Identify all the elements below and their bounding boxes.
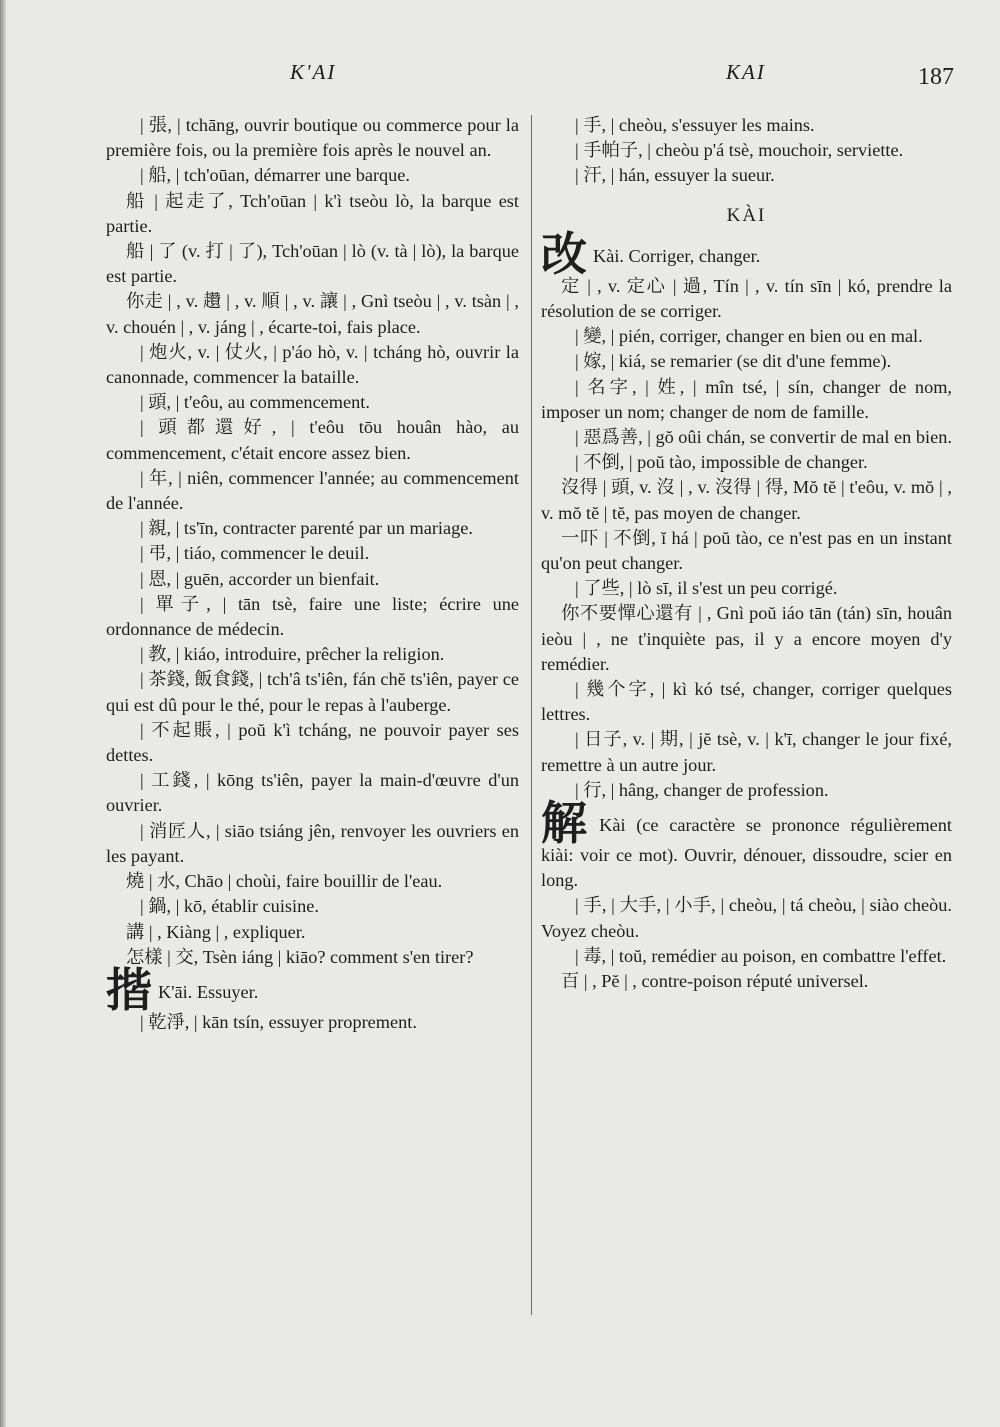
dictionary-entry: | 弔, | tiáo, commencer le deuil. bbox=[140, 543, 370, 564]
dictionary-entry: | 張, | tchāng, ouvrir boutique ou commerce pour la première fois, ou la première fois après le nouvel an. bbox=[106, 115, 519, 161]
dictionary-entry: | 手, | 大手, | 小手, | cheòu, | tá cheòu, | siào cheòu. Voyez cheòu. bbox=[541, 895, 952, 941]
dictionary-entry: 定 | , v. 定心 | 過, Tín | , v. tín sīn | kó, prendre la résolution de se corriger. bbox=[541, 275, 952, 322]
dictionary-entry: | 頭, | t'eôu, au commencement. bbox=[140, 392, 370, 413]
headword-entry bbox=[106, 962, 519, 1017]
dictionary-entry: | 消匠人, | siāo tsiáng jên, renvoyer les ouvriers en les payant. bbox=[106, 820, 519, 866]
dictionary-entry: | 幾个字, | kì kó tsé, changer, corriger quelques lettres. bbox=[541, 679, 952, 725]
dictionary-entry: | 頭都還好, | t'eôu tōu houân hào, au commencement, c'était encore assez bien. bbox=[106, 417, 519, 463]
dictionary-entry: 船 | 了 (v. 打 | 了), Tch'oūan | lò (v. tà | lò), la barque est partie. bbox=[106, 241, 519, 287]
dictionary-entry: | 日子, v. | 期, | jĕ tsè, v. | k'ī, changer le jour fixé, remettre à un autre jour. bbox=[541, 729, 952, 775]
dictionary-entry: 一吓 | 不倒, ĭ há | poŭ tào, ce n'est pas en un instant qu'on peut changer. bbox=[541, 527, 952, 574]
headword-character: 揩 bbox=[106, 962, 152, 1017]
left-entries bbox=[106, 113, 519, 970]
dictionary-entry: | 茶錢, 飯食錢, | tch'â ts'iên, fán chĕ ts'iên, payer ce qui est dû pour le thé, pour le repas à l'auberge. bbox=[106, 669, 519, 715]
dictionary-entry: 百 | , Pĕ | , contre-poison réputé universel. bbox=[561, 971, 869, 992]
running-header-left: K'AI bbox=[290, 60, 337, 84]
dictionary-entry: | 惡爲善, | gŏ oûi chán, se convertir de mal en bien. bbox=[575, 427, 952, 448]
dictionary-entry: | 親, | ts'īn, contracter parenté par un mariage. bbox=[140, 518, 473, 539]
dictionary-entry: | 變, | pién, corriger, changer en bien ou en mal. bbox=[575, 326, 923, 347]
headword-definition: Kài (ce caractère se prononce régulièrement kiài: voir ce mot). Ouvrir, dénouer, dissoudre, scier en long. bbox=[541, 815, 952, 891]
dictionary-entry: | 船, | tch'oūan, démarrer une barque. bbox=[140, 165, 410, 186]
dictionary-entry: 你不要憚心還有 | , Gnì poŭ iáo tān (tán) sīn, houân ieòu | , ne t'inquiète pas, il y a encore moyen d'y remédier. bbox=[541, 603, 952, 674]
dictionary-entry: | 單子, | tān tsè, faire une liste; écrire une ordonnance de médecin. bbox=[106, 593, 519, 640]
dictionary-entry: 燒 | 水, Chāo | choùi, faire bouillir de l'eau. bbox=[126, 871, 443, 892]
dictionary-entry: | 恩, | guēn, accorder un bienfait. bbox=[140, 568, 380, 589]
dictionary-entry: | 汗, | hán, essuyer la sueur. bbox=[575, 165, 775, 186]
dictionary-entry: | 炮火, v. | 仗火, | p'áo hò, v. | tcháng hò, ouvrir la canonnade, commencer la bataille. bbox=[106, 341, 519, 388]
headword-definition: K'āi. Essuyer. bbox=[158, 981, 259, 1002]
headword-character: 改 bbox=[541, 226, 587, 281]
left-after-entries bbox=[106, 1010, 519, 1035]
dictionary-entry: | 手, | cheòu, s'essuyer les mains. bbox=[575, 115, 815, 135]
headword-character: 解 bbox=[541, 796, 594, 851]
running-header-center: KAI bbox=[726, 60, 766, 84]
right-top-entries bbox=[541, 113, 952, 189]
dictionary-entry: | 了些, | lò sī, il s'est un peu corrigé. bbox=[575, 578, 838, 599]
dictionary-entry: 怎樣 | 交, Tsèn iáng | kiāo? comment s'en tirer? bbox=[126, 946, 474, 967]
dictionary-entry: | 名字, | 姓, | mîn tsé, | sín, changer de nom, imposer un nom; changer de nom de famille. bbox=[541, 376, 952, 422]
dictionary-entry: | 年, | niên, commencer l'année; au commencement de l'année. bbox=[106, 467, 519, 514]
headword-entry bbox=[541, 226, 952, 281]
section-title: KÀI bbox=[726, 204, 767, 226]
right-middle-entries bbox=[541, 274, 952, 803]
dictionary-entry: | 嫁, | kiá, se remarier (se dit d'une femme). bbox=[575, 351, 892, 372]
dictionary-entry: 船 | 起走了, Tch'oūan | k'ì tseòu lò, la barque est partie. bbox=[106, 190, 519, 236]
right-bottom-entries bbox=[541, 893, 952, 994]
page-number: 187 bbox=[918, 64, 954, 90]
dictionary-entry: | 工錢, | kōng ts'iên, payer la main-d'œuvre d'un ouvrier. bbox=[106, 770, 519, 816]
column-divider bbox=[531, 115, 532, 1315]
dictionary-entry: 沒得 | 頭, v. 沒 | , v. 沒得 | 得, Mŏ tĕ | t'eôu, v. mŏ | , v. mŏ tĕ | tĕ, pas moyen de changer. bbox=[541, 477, 952, 523]
dictionary-entry: 你走 | , v. 趲 | , v. 順 | , v. 讓 | , Gnì tseòu | , v. tsàn | , v. chouén | , v. jáng | , écarte-toi, fais place. bbox=[106, 291, 519, 337]
dictionary-entry: | 乾淨, | kān tsín, essuyer proprement. bbox=[140, 1011, 417, 1032]
dictionary-entry: | 毒, | toŭ, remédier au poison, en combattre l'effet. bbox=[575, 945, 947, 966]
dictionary-entry: | 不倒, | poŭ tào, impossible de changer. bbox=[575, 452, 868, 473]
left-column bbox=[106, 113, 519, 1035]
dictionary-entry: 講 | , Kiàng | , expliquer. bbox=[126, 921, 306, 942]
dictionary-entry: | 不起賬, | poŭ k'ì tcháng, ne pouvoir payer ses dettes. bbox=[106, 719, 519, 766]
headword-definition: Kài. Corriger, changer. bbox=[593, 245, 761, 266]
right-column bbox=[541, 113, 952, 994]
page-spine-shadow bbox=[0, 0, 6, 1427]
dictionary-entry: | 手帕子, | cheòu p'á tsè, mouchoir, serviette. bbox=[575, 140, 904, 161]
headword-entry bbox=[541, 796, 952, 893]
dictionary-entry: | 教, | kiáo, introduire, prêcher la religion. bbox=[140, 644, 445, 665]
dictionary-entry: | 行, | hâng, changer de profession. bbox=[575, 779, 829, 800]
dictionary-entry: | 鍋, | kō, établir cuisine. bbox=[140, 896, 319, 917]
